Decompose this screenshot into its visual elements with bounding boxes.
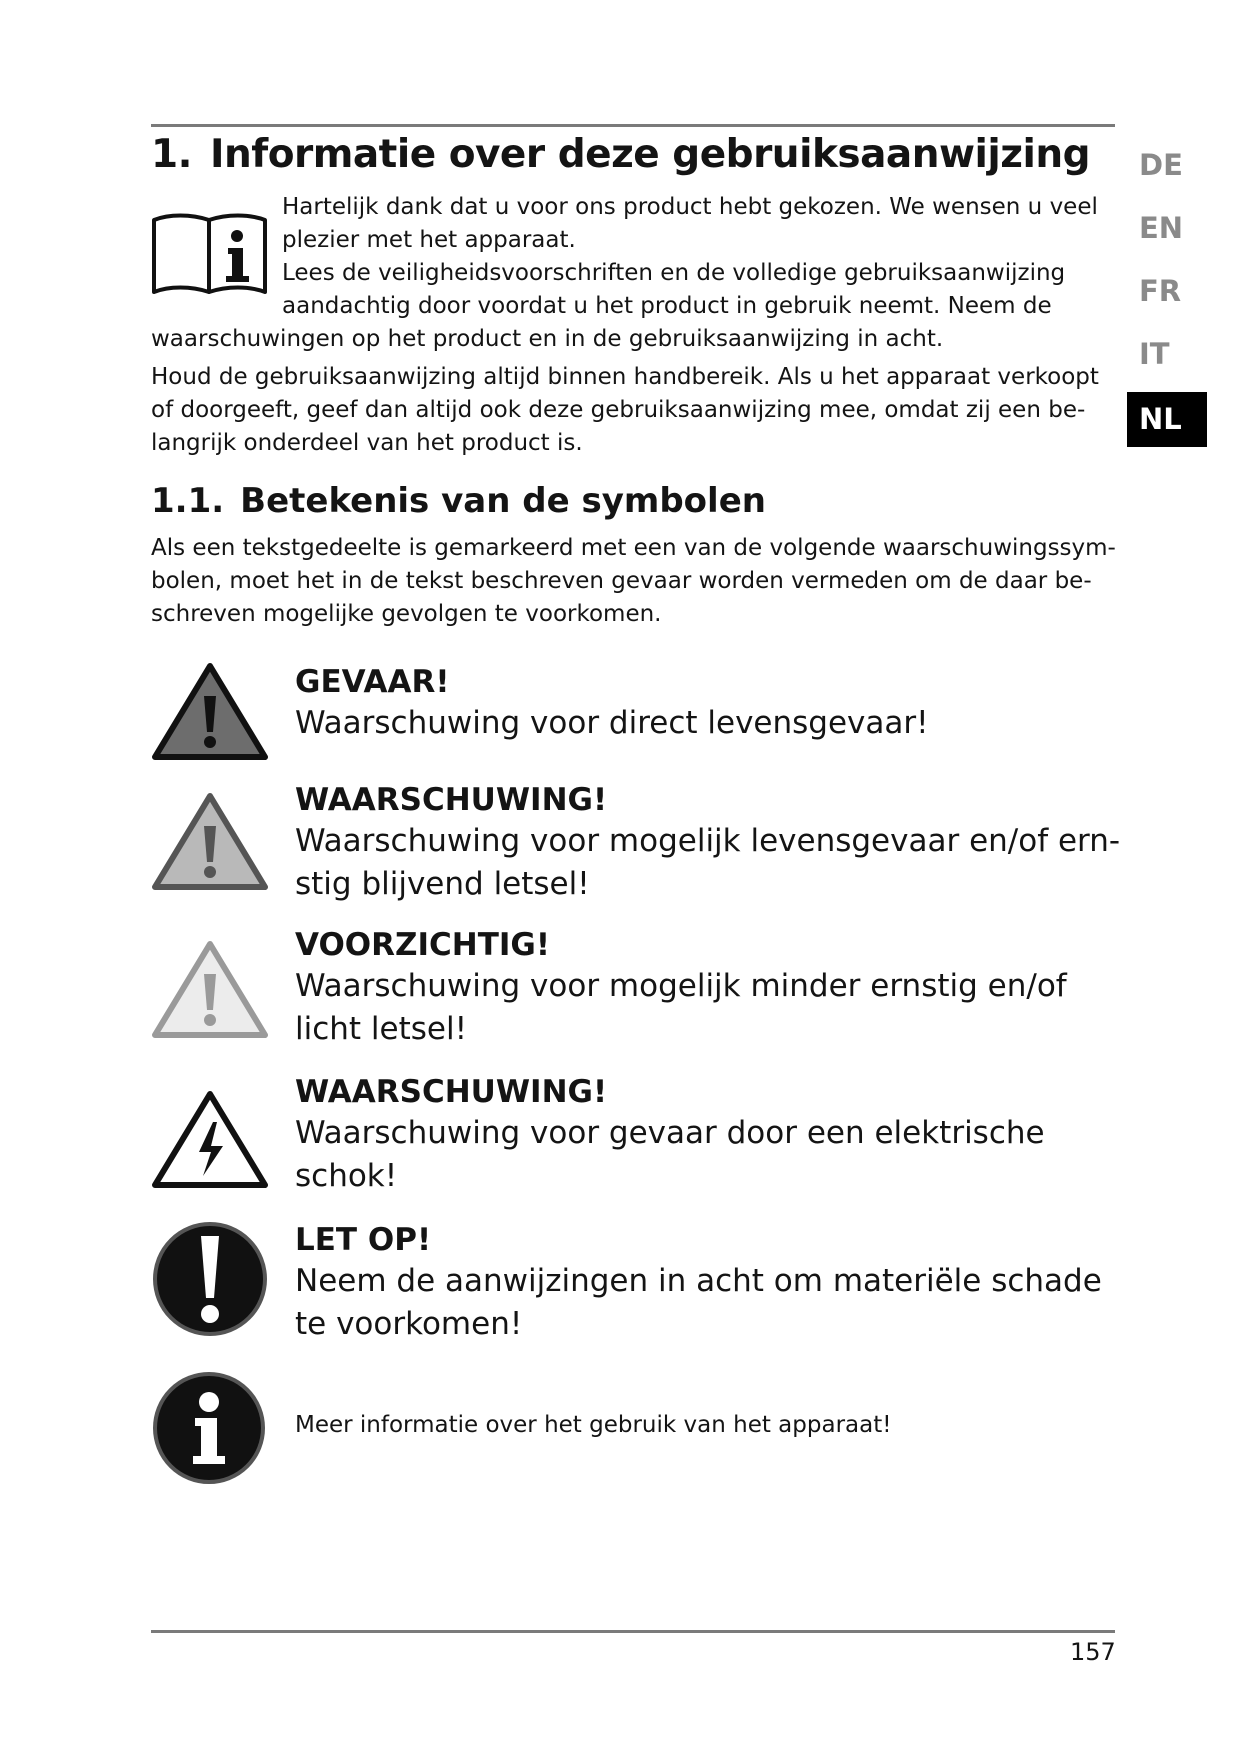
symbol-description-line: Waarschuwing voor mogelijk levensgevaar en/of ern- [295, 823, 1121, 859]
caution-triangle-icon [151, 940, 269, 1040]
symbol-description-line: te voorkomen! [295, 1306, 523, 1342]
symbol-label: WAARSCHUWING! [295, 782, 608, 818]
intro-paragraph-1 [282, 191, 1098, 257]
language-tab-de[interactable]: DE [1139, 148, 1183, 182]
page-title [151, 132, 1090, 177]
electric-shock-icon [151, 1090, 269, 1190]
symbol-description-line: Waarschuwing voor gevaar door een elektrische [295, 1115, 1045, 1151]
intro-line: waarschuwingen op het product en in de gebruiksaanwijzing in acht. [151, 326, 944, 352]
language-tab-it[interactable]: IT [1139, 337, 1170, 371]
symbol-description-line: Waarschuwing voor mogelijk minder ernstig en/of [295, 968, 1067, 1004]
intro-line: of doorgeeft, geef dan altijd ook deze gebruiksaanwijzing mee, omdat zij een be- [151, 397, 1086, 423]
intro-paragraph-3 [151, 361, 1099, 460]
intro-line: aandachtig door voordat u het product in gebruik neemt. Neem de [282, 293, 1052, 319]
symbols-intro-line: bolen, moet het in de tekst beschreven gevaar worden vermeden om de daar be- [151, 568, 1092, 594]
attention-circle-icon [151, 1220, 269, 1338]
section-number: 1.1. [151, 481, 225, 521]
language-tab-fr[interactable]: FR [1139, 274, 1182, 308]
symbol-label: LET OP! [295, 1222, 432, 1258]
intro-line: Houd de gebruiksaanwijzing altijd binnen handbereik. Als u het apparaat verkoopt [151, 364, 1099, 390]
symbol-label: WAARSCHUWING! [295, 1074, 608, 1110]
danger-warning-icon [151, 662, 269, 762]
symbols-intro [151, 532, 1116, 631]
info-circle-icon [151, 1370, 267, 1486]
symbol-description-line: Neem de aanwijzingen in acht om materiële schade [295, 1263, 1102, 1299]
symbol-description: Waarschuwing voor direct levensgevaar! [295, 705, 929, 741]
symbol-info-text: Meer informatie over het gebruik van het apparaat! [295, 1412, 892, 1438]
symbol-description-line: stig blijvend letsel! [295, 866, 590, 902]
section-title [151, 481, 766, 521]
heading-title: Informatie over deze gebruiksaanwijzing [209, 132, 1091, 177]
symbol-label: GEVAAR! [295, 664, 450, 700]
intro-line: langrijk onderdeel van het product is. [151, 430, 583, 456]
heading-number: 1. [151, 132, 192, 177]
language-tab-en[interactable]: EN [1139, 211, 1184, 245]
intro-line: Hartelijk dank dat u voor ons product hebt gekozen. We wensen u veel [282, 194, 1098, 220]
section-title-text: Betekenis van de symbolen [240, 481, 766, 521]
language-tab-nl[interactable]: NL [1127, 392, 1207, 447]
symbol-description-line: licht letsel! [295, 1011, 468, 1047]
bottom-rule [151, 1630, 1115, 1633]
symbol-description-line: schok! [295, 1158, 398, 1194]
page-number: 157 [1070, 1638, 1116, 1666]
top-rule [151, 124, 1115, 127]
symbols-intro-line: Als een tekstgedeelte is gemarkeerd met een van de volgende waarschuwingssym- [151, 535, 1116, 561]
intro-paragraph-2 [151, 257, 1065, 356]
intro-line: Lees de veiligheidsvoorschriften en de volledige gebruiksaanwijzing [282, 260, 1066, 286]
symbols-intro-line: schreven mogelijke gevolgen te voorkomen. [151, 601, 662, 627]
symbol-label: VOORZICHTIG! [295, 927, 550, 963]
intro-line: plezier met het apparaat. [282, 227, 576, 253]
warning-triangle-icon [151, 792, 269, 892]
